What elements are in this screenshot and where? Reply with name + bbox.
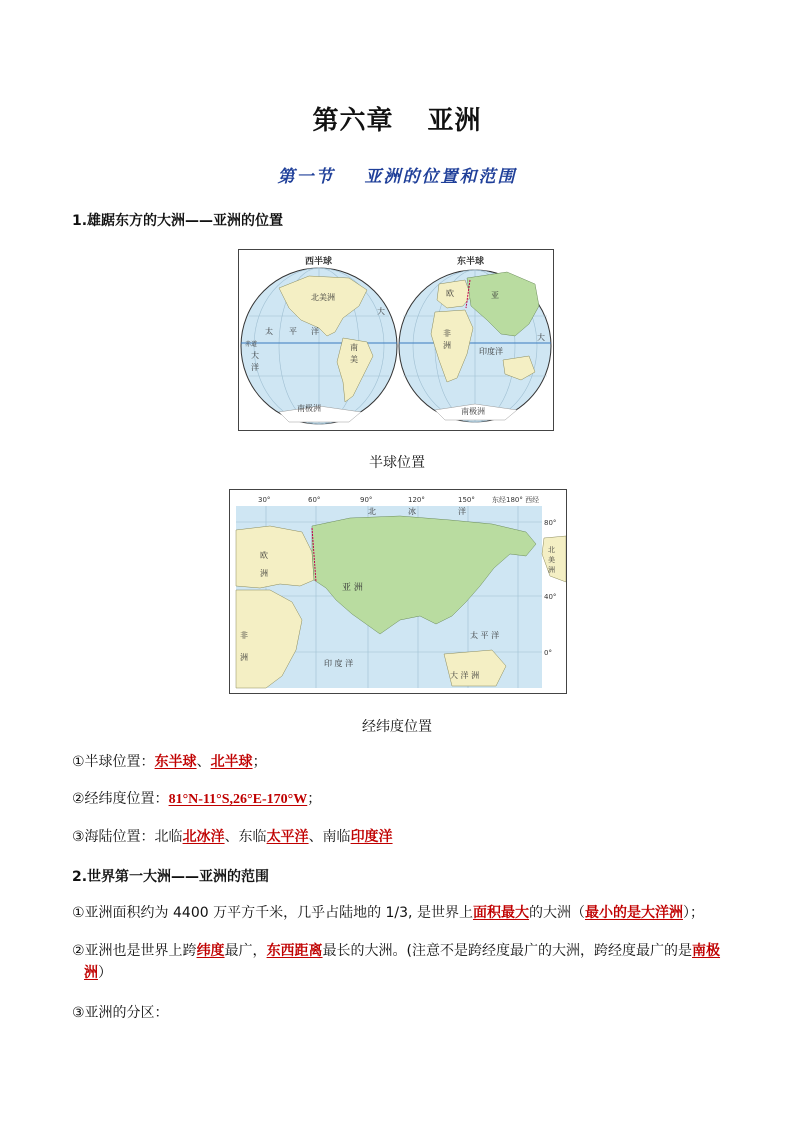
arctic-label-1: 北 <box>368 507 376 516</box>
europe-label: 欧 <box>446 289 454 298</box>
area-paragraph: ①亚洲面积约为 4400 万平方千米，几乎占陆地的 1/3, 是世界上面积最大的大洲（最小的是大洋洲）； <box>72 905 704 921</box>
section-title <box>0 162 794 187</box>
lon-tick-60: 60° <box>308 496 321 504</box>
hemisphere-map-svg <box>239 250 553 430</box>
north-america-label: 北美洲 <box>311 293 335 302</box>
answer-antarctica-1: 南极 <box>692 943 721 959</box>
antarctica-west-label: 南极洲 <box>297 404 321 413</box>
latlon-map-svg <box>230 490 566 693</box>
pacific-label-3: 洋 <box>311 327 319 336</box>
part1-heading: 1.雄踞东方的大洲——亚洲的位置 <box>72 213 284 229</box>
pacific-vertical-1: 大 <box>251 351 259 360</box>
answer-east-west-distance: 东西距离 <box>266 943 323 959</box>
lat-tick-80: 80° <box>544 519 557 527</box>
lon-tick-30: 30° <box>258 496 271 504</box>
sea-land-position-item: ③海陆位置：北临北冰洋、东临太平洋、南临印度洋 <box>72 829 393 845</box>
answer-longitude-range: 26°E-170°W <box>233 792 308 807</box>
africa-label-2-map2: 洲 <box>240 653 248 662</box>
division-paragraph: ③亚洲的分区： <box>72 1005 169 1021</box>
atlantic-label: 大 <box>377 307 385 316</box>
lon-tick-120: 120° <box>408 496 425 504</box>
asia-label: 亚 <box>491 291 499 300</box>
lon-tick-90: 90° <box>360 496 373 504</box>
chapter-title <box>0 100 794 137</box>
answer-east-hemisphere: 东半球 <box>154 754 197 770</box>
arctic-label-2: 冰 <box>408 507 416 516</box>
answer-arctic-ocean: 北冰洋 <box>182 829 225 845</box>
chapter-name: 亚洲 <box>427 106 482 136</box>
latlon-map <box>229 489 567 694</box>
na-label-3: 洲 <box>548 566 555 574</box>
answer-smallest-oceania: 最小的是大洋洲 <box>584 905 683 921</box>
arctic-label-3: 洋 <box>458 507 466 516</box>
indian-ocean-label: 印度洋 <box>479 347 503 356</box>
asia-label-map2: 亚 洲 <box>342 583 363 593</box>
equator-label: 赤道 <box>245 341 258 348</box>
span-paragraph: ②亚洲也是世界上跨纬度最广，东西距离最长的大洲。(注意不是跨经度最广的大洲，跨经度最广的是南极 洲） <box>72 943 721 981</box>
pacific-label-2: 平 <box>289 327 297 336</box>
answer-antarctica-2: 洲 <box>84 965 98 981</box>
pacific-label-1: 太 <box>265 327 273 336</box>
lat-tick-40: 40° <box>544 593 557 601</box>
part2-heading: 2.世界第一大洲——亚洲的范围 <box>72 869 270 885</box>
lon-tick-150: 150° <box>458 496 475 504</box>
answer-indian-ocean: 印度洋 <box>350 829 393 845</box>
east-hemisphere-label: 东半球 <box>457 257 485 267</box>
map2-caption: 经纬度位置 <box>362 719 432 735</box>
answer-latitude-range: 81°N-11°S <box>168 792 230 807</box>
east-pacific-label: 大 <box>537 333 545 342</box>
answer-north-hemisphere: 北半球 <box>210 754 253 770</box>
pacific-label-map2: 太 平 洋 <box>470 631 500 640</box>
section-number: 第一节 <box>277 167 335 187</box>
pacific-vertical-2: 洋 <box>251 363 259 372</box>
africa-label-2: 洲 <box>443 341 451 350</box>
answer-largest-area: 面积最大 <box>472 905 529 921</box>
antarctica-east-label: 南极洲 <box>461 407 485 416</box>
na-label-1: 北 <box>548 546 555 554</box>
hemisphere-position-item: ①半球位置：东半球、北半球； <box>72 754 267 770</box>
west-hemisphere-label: 西半球 <box>305 257 333 267</box>
south-america-label-2: 美 <box>350 355 358 364</box>
south-america-label-1: 南 <box>350 343 358 352</box>
lat-tick-0: 0° <box>544 649 552 657</box>
europe-label-1: 欧 <box>260 551 268 560</box>
oceania-label-map2: 大 洋 洲 <box>450 671 480 680</box>
africa-label-1: 非 <box>443 329 451 338</box>
chapter-number: 第六章 <box>312 106 394 136</box>
latlon-position-item: ②经纬度位置：81°N-11°S,26°E-170°W； <box>72 791 322 807</box>
answer-pacific-ocean: 太平洋 <box>266 829 309 845</box>
indian-ocean-label-map2: 印 度 洋 <box>324 659 354 668</box>
africa-label-1-map2: 非 <box>240 631 248 640</box>
hemisphere-map <box>238 249 554 431</box>
section-name: 亚洲的位置和范围 <box>364 167 517 187</box>
map1-caption: 半球位置 <box>369 455 425 471</box>
europe-label-2: 洲 <box>260 569 268 578</box>
lon-tick-180: 东经180° 西经 <box>492 496 540 504</box>
na-label-2: 美 <box>548 556 555 564</box>
answer-latitude: 纬度 <box>196 943 225 959</box>
